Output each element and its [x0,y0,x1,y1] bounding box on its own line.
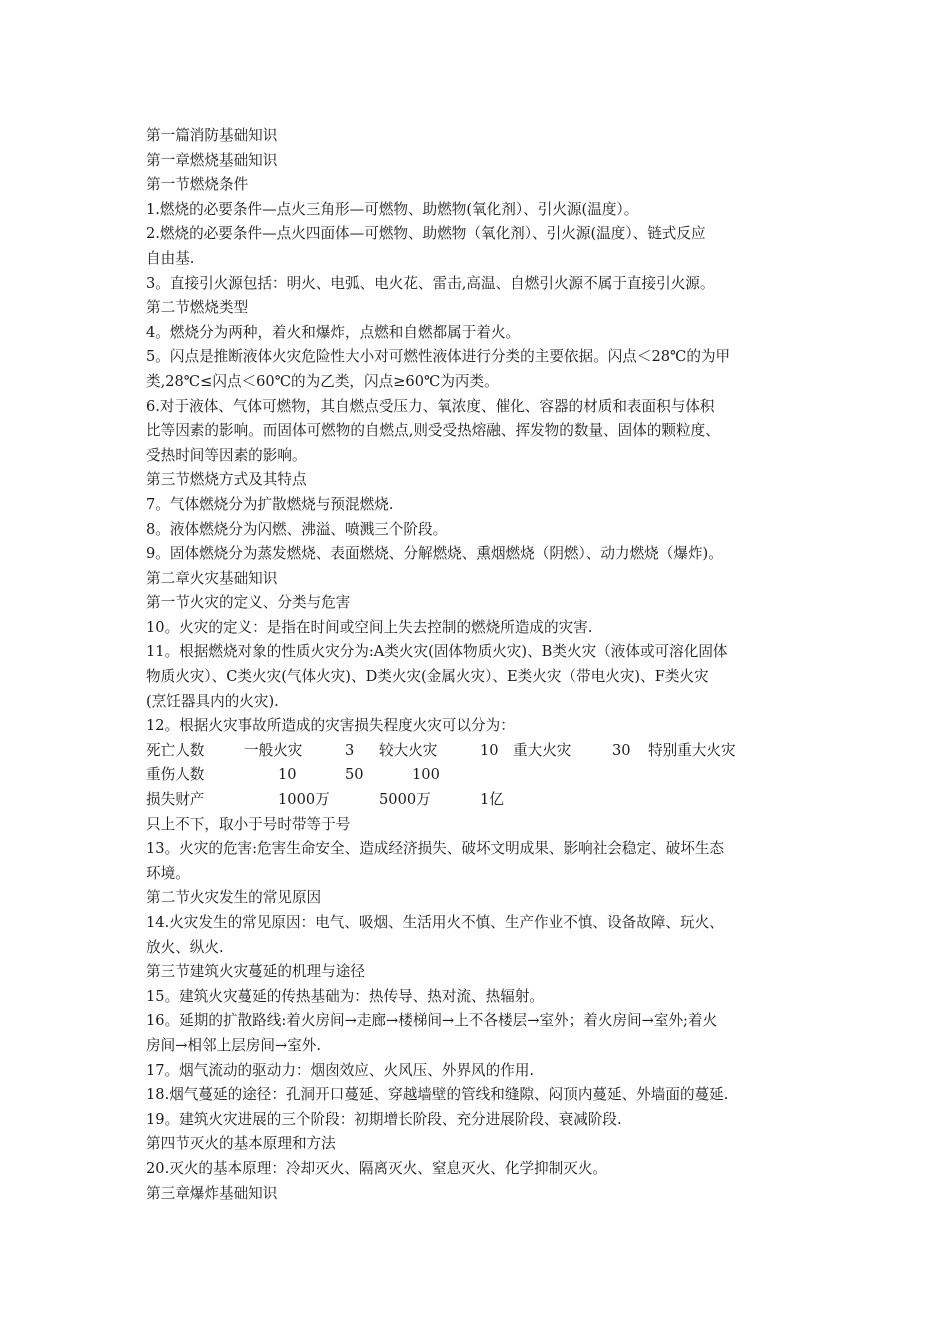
text-line: 第三节建筑火灾蔓延的机理与途径 [146,963,365,981]
text-line: 类,28℃≤闪点＜60℃的为乙类，闪点≥60℃为丙类。 [146,372,499,390]
text-block-1 [146,124,810,739]
text-line: 6.对于液体、气体可燃物，其自燃点受压力、氧浓度、催化、容器的材质和表面积与体积 [146,397,715,415]
text-line: 第一章燃烧基础知识 [146,151,278,169]
table-cell-threshold: 50 [345,766,364,784]
text-line: 第一节燃烧条件 [146,176,249,194]
table-cell-grade: 重大火灾 [513,741,572,759]
fire-grade-table [146,739,810,813]
table-cell-grade: 较大火灾 [379,741,438,759]
text-line: 19。建筑火灾进展的三个阶段：初期增长阶段、充分进展阶段、衰减阶段. [146,1110,622,1128]
text-line: 放火、纵火. [146,938,224,956]
document-body [146,124,810,1206]
table-cell-threshold: 3 [345,741,355,759]
table-cell-threshold: 10 [480,741,499,759]
text-line: 7。气体燃烧分为扩散燃烧与预混燃烧. [146,495,394,513]
text-line: 第四节灭火的基本原理和方法 [146,1135,336,1153]
text-line: 12。根据火灾事故所造成的灾害损失程度火灾可以分为： [146,717,515,735]
text-line: 1.燃烧的必要条件—点火三角形—可燃物、助燃物(氧化剂）、引火源(温度）。 [146,200,639,218]
text-line: 2.燃烧的必要条件—点火四面体—可燃物、助燃物（氧化剂）、引火源(温度）、链式反应 [146,225,706,243]
text-line: 受热时间等因素的影响。 [146,446,307,464]
text-line: 物质火灾）、C类火灾(气体火灾)、D类火灾(金属火灾）、E类火灾（带电火灾)、F类火灾 [146,668,709,686]
text-line: 13。火灾的危害:危害生命安全、造成经济损失、破坏文明成果、影响社会稳定、破坏生态 [146,840,725,858]
table-cell-grade: 一般火灾 [244,741,303,759]
table-cell-threshold: 1000万 [278,791,330,809]
text-line: 17。烟气流动的驱动力：烟囱效应、火风压、外界风的作用. [146,1061,535,1079]
table-row-injuries [146,763,810,788]
text-line: 18.烟气蔓延的途径：孔洞开口蔓延、穿越墙壁的管线和缝隙、闷顶内蔓延、外墙面的蔓延. [146,1086,729,1104]
table-row-deaths [146,739,810,764]
text-line: 第二章火灾基础知识 [146,569,278,587]
text-line: 4。燃烧分为两种，着火和爆炸，点燃和自燃都属于着火。 [146,323,521,341]
text-line: 第二节燃烧类型 [146,299,249,317]
table-cell-threshold: 100 [412,766,440,784]
text-line: (烹饪器具内的火灾). [146,692,279,710]
text-line: 8。液体燃烧分为闪燃、沸溢、喷溅三个阶段。 [146,520,448,538]
text-line: 14.火灾发生的常见原因：电气、吸烟、生活用火不慎、生产作业不慎、设备故障、玩火、 [146,914,724,931]
text-line: 第一篇消防基础知识 [146,127,278,144]
table-row-property [146,788,810,813]
text-line: 第三章爆炸基础知识 [146,1184,278,1202]
table-cell-threshold: 5000万 [379,791,431,809]
text-line: 第二节火灾发生的常见原因 [146,889,322,907]
text-line: 第一节火灾的定义、分类与危害 [146,594,351,612]
text-line: 房间→相邻上层房间→室外. [146,1036,322,1054]
text-line: 环境。 [146,864,190,882]
text-line: 只上不下，取小于号时带等于号 [146,815,351,833]
text-line: 比等因素的影响。而固体可燃物的自燃点,则受受热熔融、挥发物的数量、固体的颗粒度、 [146,422,720,440]
text-block-2 [146,813,810,1207]
text-line: 16。延期的扩散路线:着火房间→走廊→楼梯间→上不各楼层→室外；着火房间→室外;着火 [146,1012,718,1030]
text-line: 3。直接引火源包括：明火、电弧、电火花、雷击,高温、自燃引火源不属于直接引火源。 [146,274,715,292]
text-line: 5。闪点是推断液体火灾危险性大小对可燃性液体进行分类的主要依据。闪点＜28℃的为甲 [146,348,731,366]
text-line: 11。根据燃烧对象的性质火灾分为:A类火灾(固体物质火灾)、B类火灾（液体或可溶化固体 [146,643,728,661]
table-cell-label: 死亡人数 [146,741,205,759]
text-line: 第三节燃烧方式及其特点 [146,471,307,489]
table-cell-label: 损失财产 [146,791,205,809]
table-cell-label: 重伤人数 [146,766,205,784]
text-line: 9。固体燃烧分为蒸发燃烧、表面燃烧、分解燃烧、熏烟燃烧（阴燃）、动力燃烧（爆炸)。 [146,545,723,563]
table-cell-threshold: 30 [612,741,631,759]
text-line: 20.灭火的基本原理：冷却灭火、隔离灭火、窒息灭火、化学抑制灭火。 [146,1159,608,1177]
table-cell-threshold: 10 [278,766,297,784]
table-cell-grade: 特别重大火灾 [648,741,736,759]
text-line: 自由基. [146,249,195,267]
text-line: 10。火灾的定义：是指在时间或空间上失去控制的燃烧所造成的灾害. [146,618,593,636]
text-line: 15。建筑火灾蔓延的传热基础为：热传导、热对流、热辐射。 [146,987,545,1005]
table-cell-threshold: 1亿 [480,791,504,809]
